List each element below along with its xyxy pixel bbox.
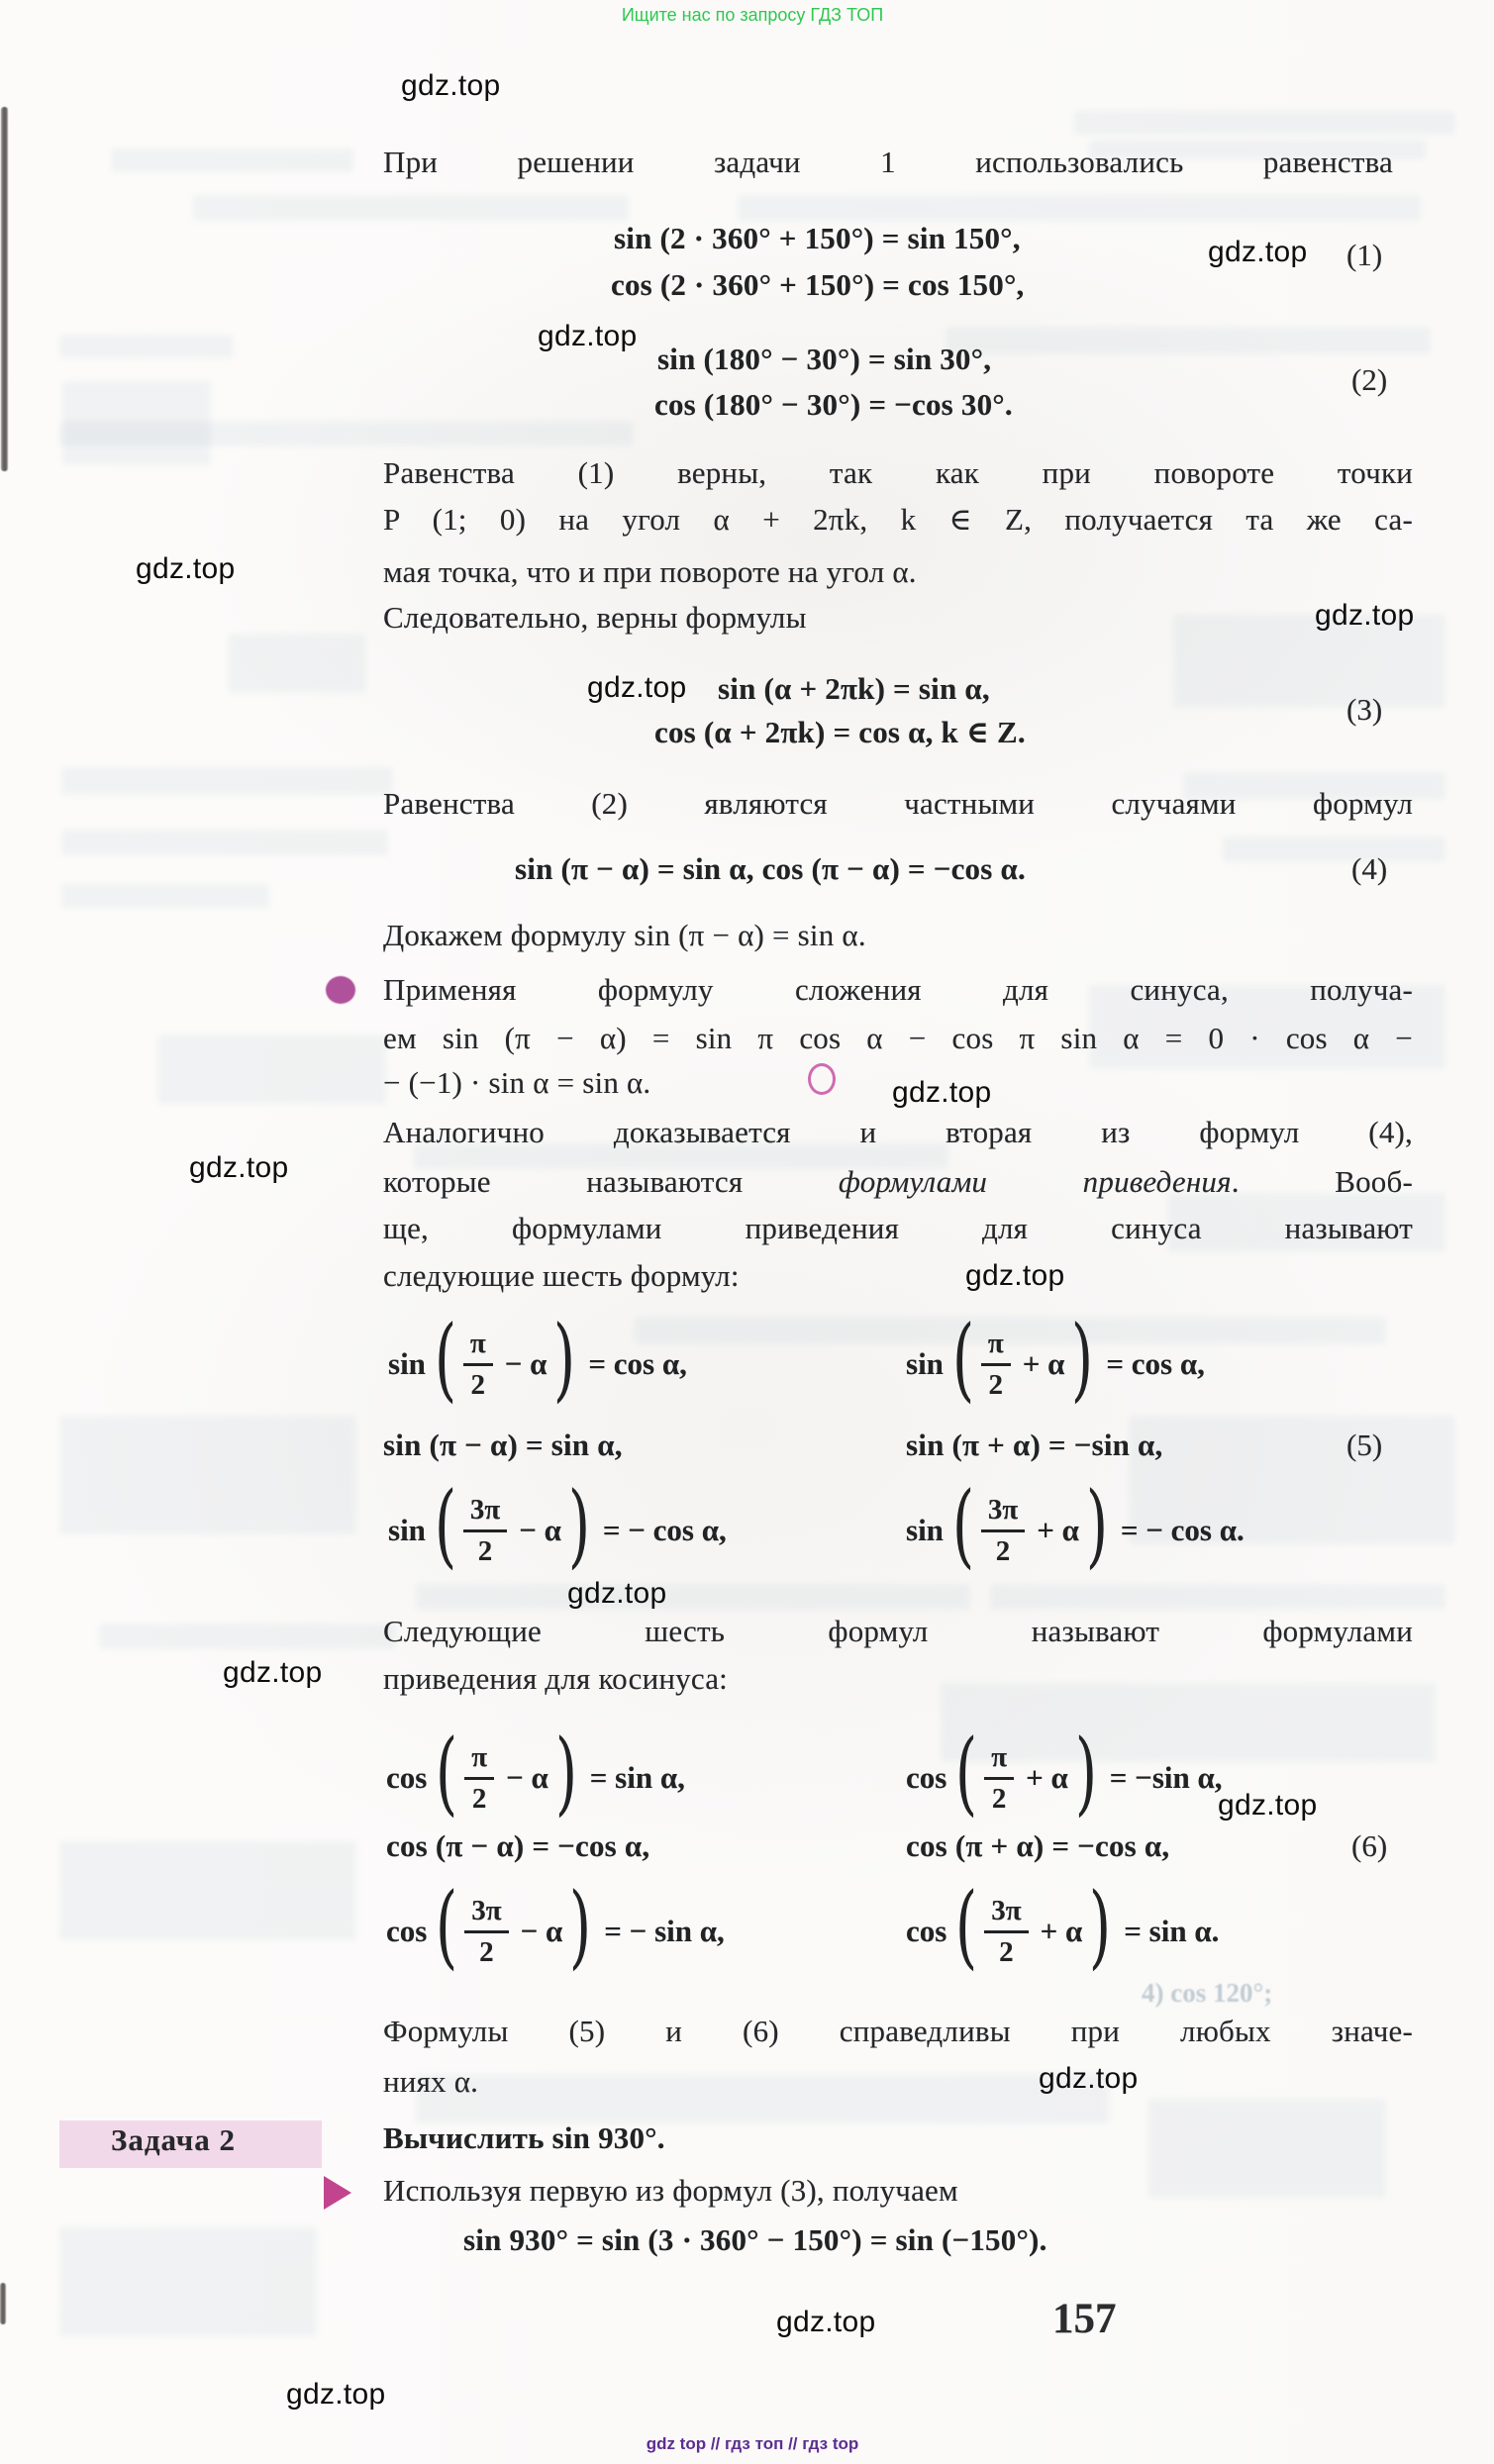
scan-bleed-artifact [61,884,269,908]
big-paren: ( [951,1305,975,1412]
scan-bleed-artifact [1223,837,1445,862]
gdz-watermark: gdz.top [587,671,687,704]
intro-paragraph: При решении задачи 1 использовались равенства [383,145,1393,179]
scan-bleed-artifact [61,767,393,795]
scan-bleed-artifact [193,195,629,221]
text-run: . Вооб- [1231,1164,1413,1199]
solution-line: Используя первую из формул (3), получаем [383,2173,958,2208]
scan-bleed-artifact [416,2074,1109,2123]
task-badge: Задача 2 [111,2122,237,2157]
gdz-watermark: gdz.top [1315,599,1415,632]
sin-reduction-formula: sin ( $\frac{3\pi}{2}$ − α ) = − cos α, [388,1471,727,1578]
paragraph-line: Равенства (2) являются частными случаями формул [383,786,1413,821]
gdz-watermark: gdz.top [401,69,501,102]
equation-5-label: (5) [1346,1428,1383,1462]
big-paren: ) [1074,1719,1097,1825]
gdz-watermark: gdz.top [892,1076,992,1109]
gdz-watermark: gdz.top [567,1577,667,1610]
paragraph-line: Докажем формулу sin (π − α) = sin α. [383,918,866,952]
end-of-proof-circle-icon [808,1063,836,1095]
paragraph-line: ще, формулами приведения для синуса называют [383,1211,1413,1245]
scan-bleed-artifact [61,830,388,855]
big-paren: ( [955,1872,978,1979]
gdz-watermark: gdz.top [189,1151,289,1184]
scan-bleed-artifact [59,1416,356,1534]
sin-reduction-formula: sin ( $\frac{\pi}{2}$ + α ) = cos α, [906,1305,1205,1412]
cos-reduction-formula: cos ( $\frac{\pi}{2}$ + α ) = −sin α, [906,1719,1223,1825]
scan-bleed-artifact [738,195,1421,221]
big-paren: ( [434,1305,457,1412]
gdz-watermark: gdz.top [286,2378,386,2411]
solution-bullet-icon [326,976,355,1004]
gdz-watermark: gdz.top [223,1656,323,1689]
paragraph-line: Следующие шесть формул называют формулами [383,1614,1413,1648]
paragraph-line: P (1; 0) на угол α + 2πk, k ∈ Z, получается та же са- [383,502,1413,537]
equation-2-label: (2) [1351,362,1388,397]
equation-4-line: sin (π − α) = sin α, cos (π − α) = −cos α. [515,851,1026,886]
big-paren: ) [1089,1872,1112,1979]
term-italic: формулами приведения [838,1164,1232,1199]
equation-3-line-2: cos (α + 2πk) = cos α, k ∈ Z. [654,715,1026,749]
big-paren: ) [554,1719,577,1825]
scan-bleed-artifact [59,1841,356,1940]
big-paren: ) [1071,1305,1094,1412]
equation-4-label: (4) [1351,851,1388,886]
scan-bleed-text: 4) cos 120°; [1142,1978,1273,2008]
scan-bleed-artifact [1074,111,1455,135]
equation-2-line-1: sin (180° − 30°) = sin 30°, [657,342,992,376]
big-paren: ( [951,1471,975,1578]
page-number: 157 [1052,2296,1117,2342]
paragraph-line: Равенства (1) верны, так как при повороте точки [383,455,1413,490]
scan-bleed-artifact [990,1584,1445,1610]
gdz-watermark: gdz.top [1208,236,1308,268]
equation-3-line-1: sin (α + 2πk) = sin α, [718,671,990,706]
equation-3-label: (3) [1346,692,1383,727]
big-paren: ( [436,1719,458,1825]
equation-6-label: (6) [1351,1828,1388,1863]
equation-1-label: (1) [1346,238,1383,272]
equation-1-line-1: sin (2 · 360° + 150°) = sin 150°, [614,221,1021,255]
sin-reduction-formula: sin (π − α) = sin α, [383,1428,623,1462]
scan-bleed-artifact [59,335,233,358]
scan-bleed-artifact [111,148,353,172]
gdz-watermark: gdz.top [1039,2062,1139,2095]
scan-bleed-artifact [158,1035,386,1104]
cos-reduction-formula: cos ( $\frac{\pi}{2}$ − α ) = sin α, [386,1719,685,1825]
big-paren: ( [955,1719,978,1825]
big-paren: ) [569,1872,592,1979]
equation-2-line-2: cos (180° − 30°) = −cos 30°. [654,387,1013,422]
big-paren: ( [436,1872,458,1979]
equation-1-line-2: cos (2 · 360° + 150°) = cos 150°, [611,267,1025,302]
scan-bleed-artifact [228,634,366,693]
page-edge-artifact [1,107,8,471]
paragraph-line: мая точка, что и при повороте на угол α. [383,554,917,589]
paragraph-line: Аналогично доказывается и вторая из формул (4), [383,1115,1413,1149]
sin-reduction-formula: sin (π + α) = −sin α, [906,1428,1163,1462]
paragraph-line: ниях α. [383,2064,479,2099]
gdz-watermark: gdz.top [538,320,638,352]
promo-header-text: Ищите нас по запросу ГДЗ ТОП [621,5,884,25]
gdz-watermark: gdz.top [1218,1789,1318,1822]
big-paren: ) [567,1471,591,1578]
paragraph-line: − (−1) · sin α = sin α. [383,1065,651,1100]
paragraph-line: Применяя формулу сложения для синуса, получа- [383,972,1413,1007]
scan-bleed-artifact [59,421,634,446]
paragraph-line: Формулы (5) и (6) справедливы при любых значе- [383,2014,1413,2048]
scan-bleed-artifact [946,327,1431,354]
text-run: которые называются [383,1164,839,1199]
sin-reduction-formula: sin ( $\frac{\pi}{2}$ − α ) = cos α, [388,1305,687,1412]
cos-reduction-formula: cos ( $\frac{3\pi}{2}$ − α ) = − sin α, [386,1872,725,1979]
scan-bleed-artifact [59,2227,317,2336]
gdz-watermark: gdz.top [136,552,236,585]
paragraph-line: Следовательно, верны формулы [383,600,807,635]
paragraph-line: приведения для косинуса: [383,1661,728,1696]
cos-reduction-formula: cos (π − α) = −cos α, [386,1828,650,1863]
paragraph-line: следующие шесть формул: [383,1258,740,1293]
page-edge-artifact [0,2283,6,2324]
sin-reduction-formula: sin ( $\frac{3\pi}{2}$ + α ) = − cos α. [906,1471,1245,1578]
paragraph-line [383,1164,1413,1200]
big-paren: ) [553,1305,576,1412]
solution-equation: sin 930° = sin (3 · 360° − 150°) = sin (−150°). [463,2222,1047,2257]
gdz-watermark: gdz.top [776,2306,876,2338]
solution-arrow-icon [324,2176,351,2210]
scan-bleed-artifact [99,1624,396,1649]
cos-reduction-formula: cos (π + α) = −cos α, [906,1828,1170,1863]
big-paren: ( [434,1471,457,1578]
big-paren: ) [1085,1471,1109,1578]
gdz-watermark: gdz.top [965,1259,1065,1292]
cos-reduction-formula: cos ( $\frac{3\pi}{2}$ + α ) = sin α. [906,1872,1220,1979]
task-statement: Вычислить sin 930°. [383,2120,665,2155]
scan-bleed-artifact [1148,2099,1386,2198]
paragraph-line: ем sin (π − α) = sin π cos α − cos π sin α = 0 · cos α − [383,1021,1413,1055]
promo-footer-link[interactable]: gdz top // гдз топ // гдз top [646,2434,859,2453]
scan-bleed-artifact [416,1584,970,1610]
